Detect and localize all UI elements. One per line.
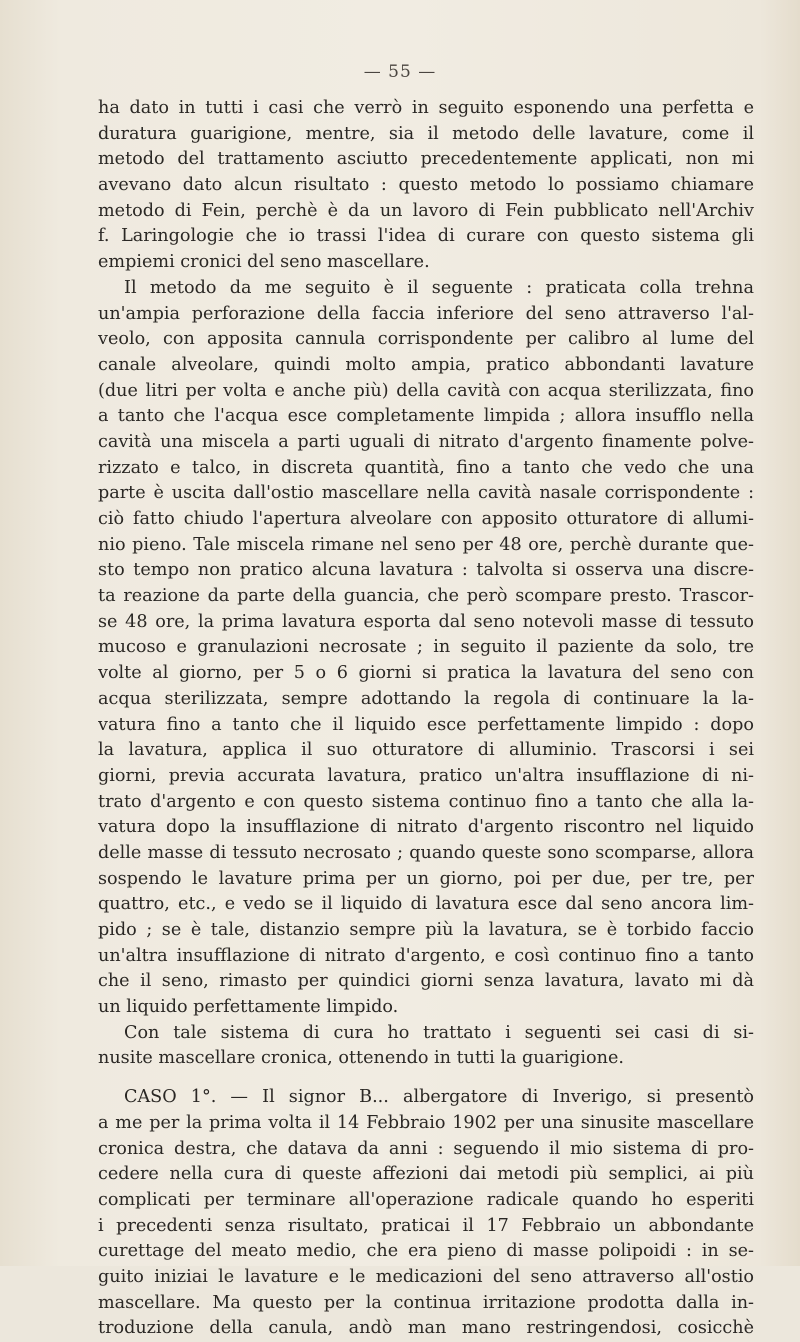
text-line: vatura dopo la insufflazione di nitrato d'argento riscontro nel liquido [98,817,754,838]
text-line: CASO 1°. — Il signor B... albergatore di Inverigo, si presentò [124,1087,754,1108]
text-line: pido ; se è tale, distanzio sempre più la lavatura, se è torbido faccio [98,920,754,940]
text-line: canale alveolare, quindi molto ampia, pratico abbondanti lavature [98,354,754,375]
body-text [98,96,754,1342]
text-line: sto tempo non pratico alcuna lavatura : talvolta si osserva una discre- [98,560,754,581]
text-line: (due litri per volta e anche più) della cavità con acqua sterilizzata, fino [98,380,754,401]
text-line: veolo, con apposita cannula corrispondente per calibro al lume del [98,329,754,350]
text-line: un'altra insufflazione di nitrato d'argento, e così continuo fino a tanto [98,945,754,966]
text-line: cedere nella cura di queste affezioni dai metodi più semplici, ai più [98,1164,754,1185]
text-line: un liquido perfettamente limpido. [98,997,399,1018]
text-line: Il metodo da me seguito è il seguente : praticata colla trehna [124,277,754,298]
text-line: avevano dato alcun risultato : questo metodo lo possiamo chiamare [98,175,754,196]
text-line: nusite mascellare cronica, ottenendo in tutti la guarigione. [98,1048,624,1069]
text-line: cronica destra, che datava da anni : seguendo il mio sistema di pro- [98,1138,754,1159]
text-line: ciò fatto chiudo l'apertura alveolare con apposito otturatore di allumi- [98,509,754,529]
text-line: f. Laringologie che io trassi l'idea di curare con questo sistema gli [98,226,754,247]
text-line: volte al giorno, per 5 o 6 giorni si pratica la lavatura del seno con [98,663,754,684]
text-line: mucoso e granulazioni necrosate ; in seguito il paziente da solo, tre [98,637,754,658]
text-line: trato d'argento e con questo sistema continuo fino a tanto che alla la- [98,791,754,812]
text-line: duratura guarigione, mentre, sia il metodo delle lavature, come il [98,123,754,144]
text-line: i precedenti senza risultato, praticai il 17 Febbraio un abbondante [98,1215,754,1236]
text-line: nio pieno. Tale miscela rimane nel seno per 48 ore, perchè durante que- [98,534,754,555]
text-line: a tanto che l'acqua esce completamente limpida ; allora insufflo nella [98,406,754,427]
text-line: se 48 ore, la prima lavatura esporta dal seno notevoli masse di tessuto [98,611,754,632]
text-line: cavità una miscela a parti uguali di nitrato d'argento finamente polve- [98,431,754,452]
text-line: metodo del trattamento asciutto precedentemente applicati, non mi [98,149,754,170]
text-line: empiemi cronici del seno mascellare. [98,252,430,273]
paragraph [98,276,754,1021]
text-line: guito iniziai le lavature e le medicazioni del seno attraverso all'ostio [98,1266,754,1287]
text-line: troduzione della canula, andò man mano restringendosi, cosicchè [98,1318,754,1339]
text-line: quattro, etc., e vedo se il liquido di lavatura esce dal seno ancora lim- [98,894,754,915]
paragraph [98,96,754,276]
text-line: a me per la prima volta il 14 Febbraio 1902 per una sinusite mascellare [98,1112,754,1133]
text-line: acqua sterilizzata, sempre adottando la regola di continuare la la- [98,688,754,709]
text-line: ha dato in tutti i casi che verrò in seguito esponendo una perfetta e [98,98,754,118]
text-line: rizzato e talco, in discreta quantità, fino a tanto che vedo che una [98,457,754,478]
text-line: Con tale sistema di cura ho trattato i seguenti sei casi di si- [124,1022,754,1043]
text-line: curettage del meato medio, che era pieno di masse polipoidi : in se- [98,1241,754,1262]
text-line: vatura fino a tanto che il liquido esce perfettamente limpido : dopo [98,714,754,735]
text-line: complicati per terminare all'operazione radicale quando ho esperiti [98,1189,754,1210]
text-line: un'ampia perforazione della faccia inferiore del seno attraverso l'al- [98,303,754,324]
text-line: sospendo le lavature prima per un giorno, poi per due, per tre, per [98,868,754,889]
text-line: parte è uscita dall'ostio mascellare nella cavità nasale corrispondente : [98,483,754,504]
text-line: ta reazione da parte della guancia, che però scompare presto. Trascor- [98,586,754,607]
case-paragraph [98,1085,754,1342]
text-line: la lavatura, applica il suo otturatore di alluminio. Trascorsi i sei [98,740,754,761]
paragraph [98,1021,754,1072]
page-number: — 55 — [363,62,437,82]
text-line: giorni, previa accurata lavatura, pratico un'altra insufflazione di ni- [98,765,754,786]
text-line: mascellare. Ma questo per la continua irritazione prodotta dalla in- [98,1292,754,1313]
text-line: che il seno, rimasto per quindici giorni senza lavatura, lavato mi dà [98,971,754,992]
text-line: delle masse di tessuto necrosato ; quando queste sono scomparse, allora [98,842,754,863]
text-line: metodo di Fein, perchè è da un lavoro di Fein pubblicato nell'Archiv [98,200,754,221]
paragraph-gap [98,1072,754,1085]
